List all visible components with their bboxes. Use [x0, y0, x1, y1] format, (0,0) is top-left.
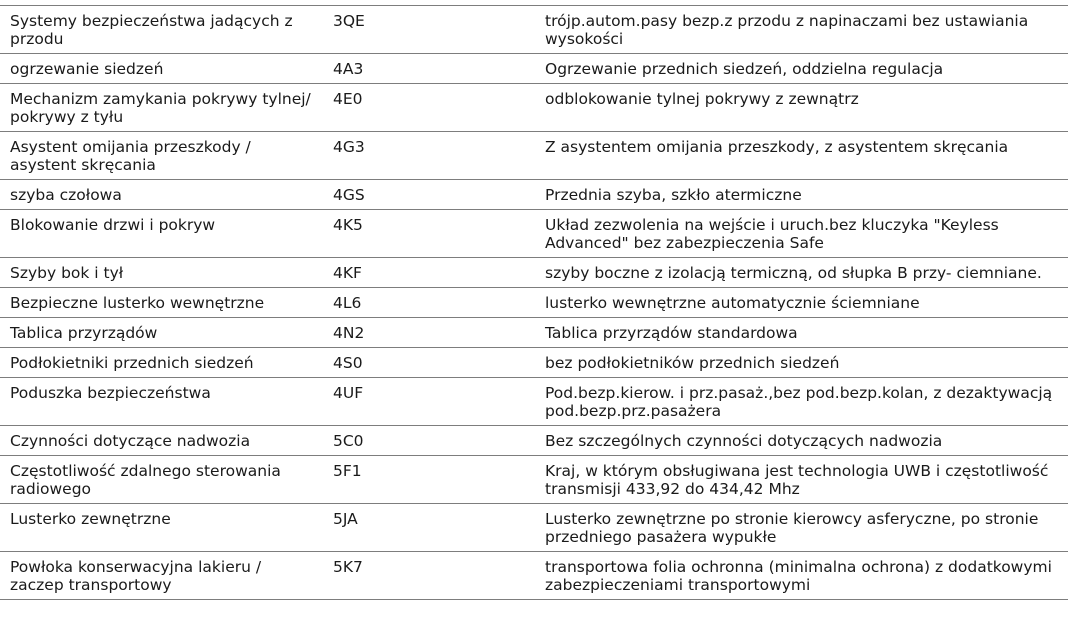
feature-description: trójp.autom.pasy bezp.z przodu z napinaczami bez ustawiania wysokości: [535, 6, 1068, 54]
feature-name: ogrzewanie siedzeń: [0, 54, 323, 84]
feature-description: lusterko wewnętrzne automatycznie ściemniane: [535, 288, 1068, 318]
feature-code: 4G3: [323, 132, 535, 180]
feature-name: Poduszka bezpieczeństwa: [0, 378, 323, 426]
feature-name: Szyby bok i tył: [0, 258, 323, 288]
table-row: [0, 288, 1068, 318]
feature-description: Z asystentem omijania przeszkody, z asystentem skręcania: [535, 132, 1068, 180]
table-row: [0, 180, 1068, 210]
feature-code: 4A3: [323, 54, 535, 84]
feature-name: Lusterko zewnętrzne: [0, 504, 323, 552]
feature-code: 4L6: [323, 288, 535, 318]
table-row: [0, 84, 1068, 132]
feature-name: Podłokietniki przednich siedzeń: [0, 348, 323, 378]
feature-description: transportowa folia ochronna (minimalna ochrona) z dodatkowymi zabezpieczeniami transportowymi: [535, 552, 1068, 600]
feature-name: Tablica przyrządów: [0, 318, 323, 348]
feature-code: 4UF: [323, 378, 535, 426]
feature-description: bez podłokietników przednich siedzeń: [535, 348, 1068, 378]
feature-code: 5JA: [323, 504, 535, 552]
table-row: [0, 456, 1068, 504]
feature-code: 5F1: [323, 456, 535, 504]
feature-description: Układ zezwolenia na wejście i uruch.bez kluczyka "Keyless Advanced" bez zabezpieczenia Safe: [535, 210, 1068, 258]
table-row: [0, 318, 1068, 348]
feature-description: Bez szczególnych czynności dotyczących nadwozia: [535, 426, 1068, 456]
feature-name: Systemy bezpieczeństwa jadących z przodu: [0, 6, 323, 54]
feature-code: 4N2: [323, 318, 535, 348]
feature-description: Lusterko zewnętrzne po stronie kierowcy asferyczne, po stronie przedniego pasażera wypukłe: [535, 504, 1068, 552]
feature-description: Ogrzewanie przednich siedzeń, oddzielna regulacja: [535, 54, 1068, 84]
table-row: [0, 6, 1068, 54]
feature-code: 4KF: [323, 258, 535, 288]
feature-code: 3QE: [323, 6, 535, 54]
feature-name: Częstotliwość zdalnego sterowania radiowego: [0, 456, 323, 504]
feature-code: 5K7: [323, 552, 535, 600]
feature-name: Bezpieczne lusterko wewnętrzne: [0, 288, 323, 318]
table-row: [0, 258, 1068, 288]
feature-name: Powłoka konserwacyjna lakieru / zaczep transportowy: [0, 552, 323, 600]
feature-name: Blokowanie drzwi i pokryw: [0, 210, 323, 258]
feature-description: Pod.bezp.kierow. i prz.pasaż.,bez pod.bezp.kolan, z dezaktywacją pod.bezp.prz.pasażera: [535, 378, 1068, 426]
feature-code: 4K5: [323, 210, 535, 258]
feature-description: odblokowanie tylnej pokrywy z zewnątrz: [535, 84, 1068, 132]
feature-name: Czynności dotyczące nadwozia: [0, 426, 323, 456]
table-row: [0, 426, 1068, 456]
table-row: [0, 210, 1068, 258]
feature-code: 5C0: [323, 426, 535, 456]
feature-description: szyby boczne z izolacją termiczną, od słupka B przy- ciemniane.: [535, 258, 1068, 288]
table-row: [0, 504, 1068, 552]
feature-description: Przednia szyba, szkło atermiczne: [535, 180, 1068, 210]
feature-name: Asystent omijania przeszkody / asystent skręcania: [0, 132, 323, 180]
feature-name: Mechanizm zamykania pokrywy tylnej/ pokrywy z tyłu: [0, 84, 323, 132]
table-row: [0, 132, 1068, 180]
table-row: [0, 552, 1068, 600]
feature-code: 4GS: [323, 180, 535, 210]
feature-code: 4E0: [323, 84, 535, 132]
table-row: [0, 378, 1068, 426]
feature-description: Tablica przyrządów standardowa: [535, 318, 1068, 348]
table-row: [0, 54, 1068, 84]
table-row: [0, 348, 1068, 378]
feature-description: Kraj, w którym obsługiwana jest technologia UWB i częstotliwość transmisji 433,92 do 434,42 Mhz: [535, 456, 1068, 504]
equipment-table: [0, 5, 1068, 600]
feature-code: 4S0: [323, 348, 535, 378]
feature-name: szyba czołowa: [0, 180, 323, 210]
